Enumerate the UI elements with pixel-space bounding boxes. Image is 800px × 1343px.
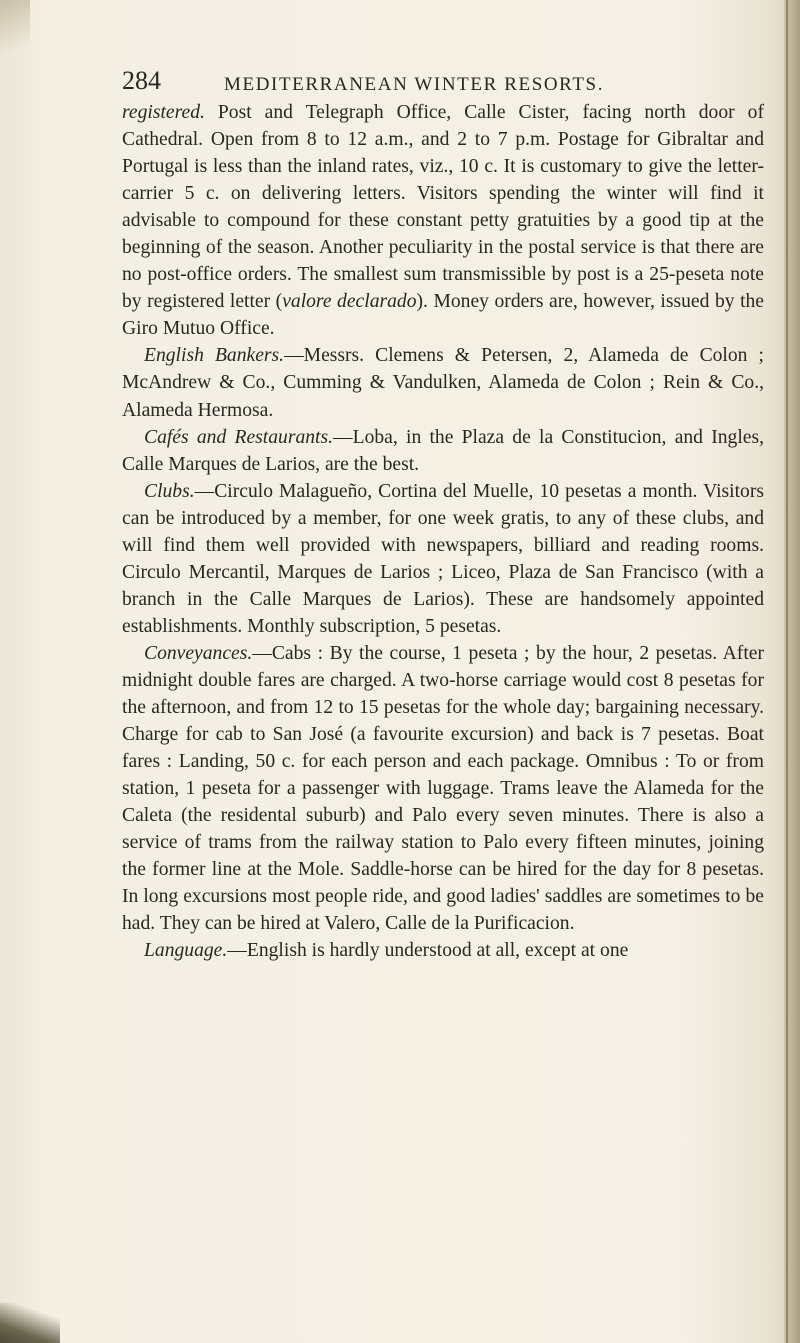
paragraph-text-continued: ). Money orders are, however, issued by the Giro Mutuo Office.	[122, 291, 765, 340]
paragraph-language	[122, 937, 764, 964]
paragraph-heading: Cafés and Restaurants.	[144, 426, 334, 448]
page-edge-line	[786, 0, 788, 1343]
paragraph-italic-term: valore declarado	[282, 291, 417, 313]
paragraph-heading: Language.	[144, 940, 228, 962]
paragraph-heading: registered.	[122, 102, 205, 123]
paragraph-heading: Clubs.	[144, 480, 195, 502]
paragraph-heading: Conveyances.	[144, 642, 253, 664]
paragraph-text: —Circulo Malagueño, Cortina del Muelle, 10 pesetas a month. Visitors can be introduced by a member, for one week gratis, to any of these clubs, and will find them well provided with newspapers, billiard and reading rooms. Circulo Mercantil, Marques de Larios ; Liceo, Plaza de San Francisco (with a branch in the Calle Marques de Larios). These are handsomely appointed establishments. Monthly subscription, 5 pesetas.	[122, 480, 764, 637]
paragraph-post-office	[122, 99, 764, 342]
paragraph-conveyances	[122, 640, 764, 938]
paragraph-text: —Loba, in the Plaza de la Constitucion, and Ingles, Calle Marques de Larios, are the best.	[122, 426, 764, 475]
paragraph-text: —Cabs : By the course, 1 peseta ; by the hour, 2 pesetas. After midnight double fares are charged. A two-horse carriage would cost 8 pesetas for the afternoon, and from 12 to 15 pesetas for the whole day; bargaining necessary. Charge for cab to San José (a favourite excursion) and back is 7 pesetas. Boat fares : Landing, 50 c. for each person and each package. Omnibus : To or from station, 1 peseta for a passenger with luggage. Trams leave the Alameda for the Caleta (the residental suburb) and Palo every seven minutes. There is also a service of trams from the railway station to Palo every fifteen minutes, joining the former line at the Mole. Saddle-horse can be hired for the day for 8 pesetas. In long excursions most people ride, and good ladies' saddles are sometimes to be had. They can be hired at Valero, Calle de la Purificacion.	[122, 642, 764, 935]
paragraph-text: —Messrs. Clemens & Petersen, 2, Alameda de Colon ; McAndrew & Co., Cumming & Vandulken, Alameda de Colon ; Rein & Co., Alameda Hermosa.	[122, 345, 764, 421]
page-shadow-top-left	[0, 0, 30, 70]
running-title: MEDITERRANEAN WINTER RESORTS.	[224, 74, 605, 95]
paragraph-heading: English Bankers.	[144, 345, 285, 367]
paragraph-text: —English is hardly understood at all, except at one	[227, 940, 629, 962]
page-shadow-bottom-left	[0, 1303, 60, 1343]
body-text	[122, 99, 764, 965]
paragraph-cafes-restaurants	[122, 424, 764, 478]
paragraph-clubs	[122, 478, 764, 640]
paragraph-english-bankers	[122, 342, 764, 423]
paragraph-text: Post and Telegraph Office, Calle Cister, facing north door of Cathedral. Open from 8 to 12 a.m., and 2 to 7 p.m. Postage for Gibraltar and Portugal is less than the inland rates, viz., 10 c. It is customary to give the letter-carrier 5 c. on delivering letters. Visitors spending the winter will find it advisable to compound for these constant petty gratuities by a good tip at the beginning of the season. Another peculiarity in the postal service is that there are no post-office orders. The smallest sum transmissible by post is a 25-peseta note by registered letter (	[122, 102, 764, 313]
page-number: 284	[122, 66, 161, 95]
